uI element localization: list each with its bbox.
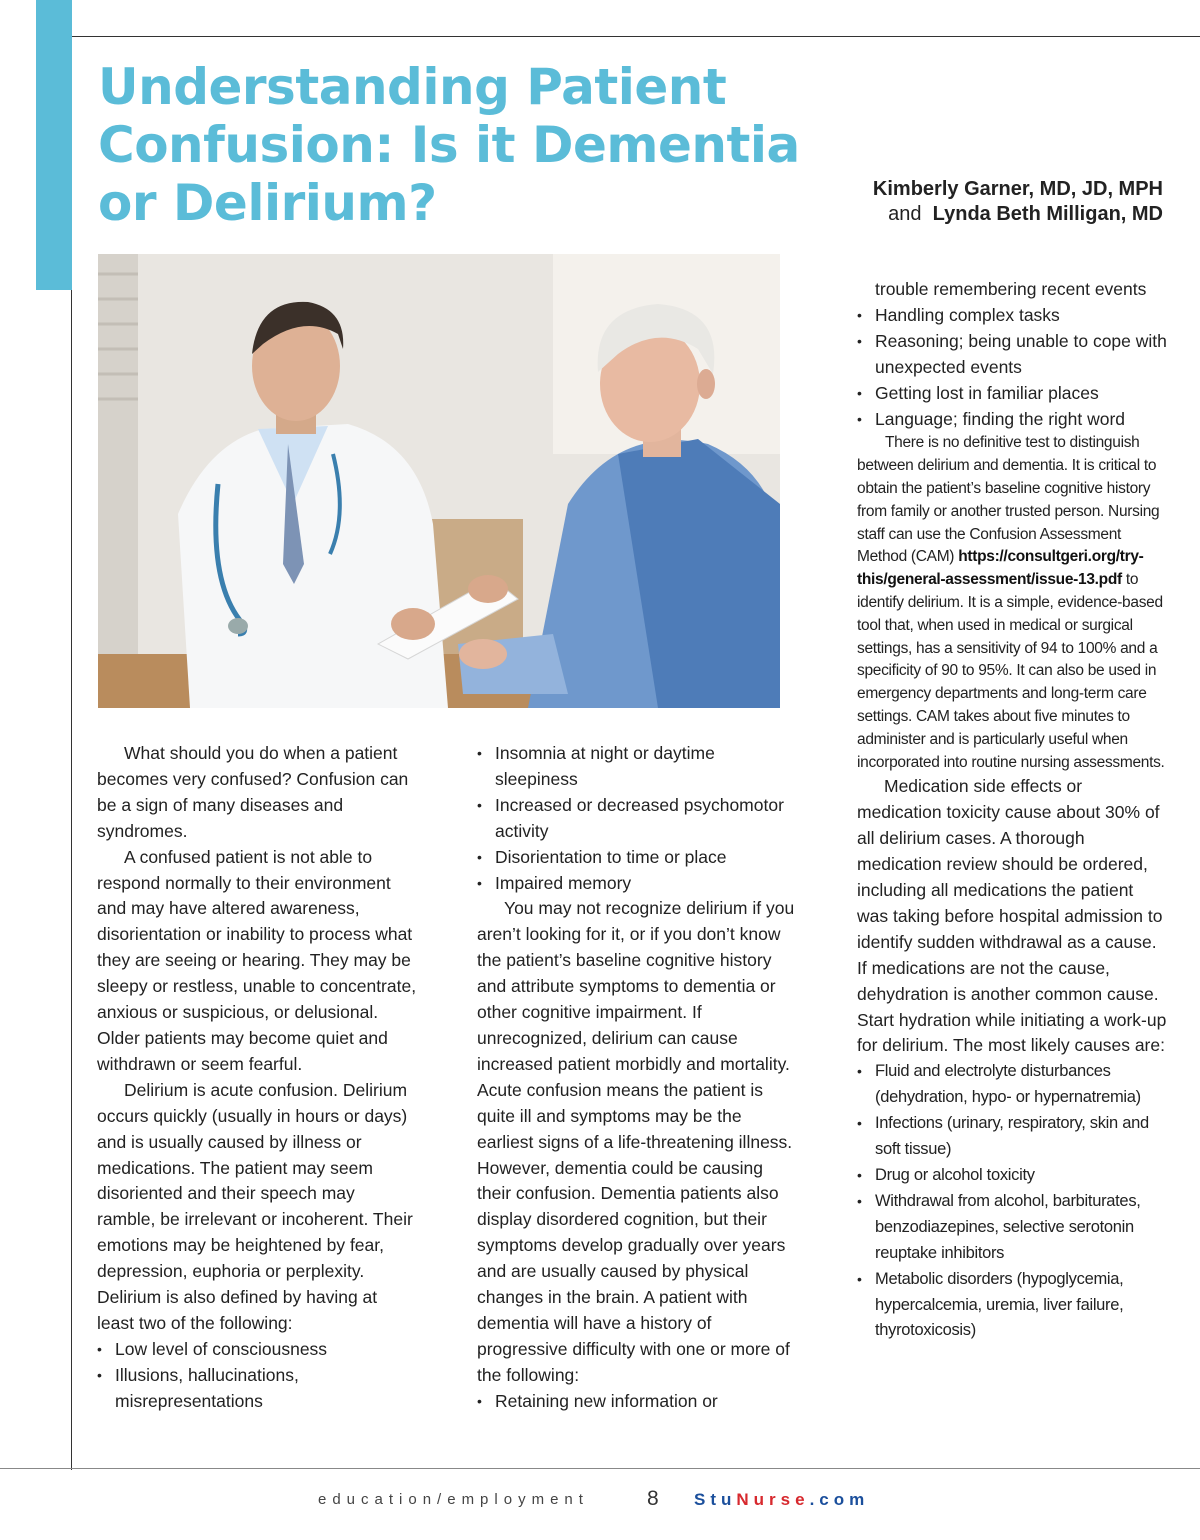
col3-paragraph-1 <box>857 432 1169 774</box>
col3-paragraph-1-b: to identify delirium. It is a simple, evidence-based tool that, when used in medical or surgical settings, has a sensitivity of 94 to 100% and a specificity of 90 to 95%. It can also be used in emergency departments and long-term care settings. CAM takes about five minutes to administer and is particularly useful when incorporated into routine nursing assessments. <box>857 571 1165 771</box>
brand-stu: Stu <box>694 1490 737 1509</box>
col2-bullet-list <box>477 741 797 896</box>
brand-com: .com <box>809 1490 870 1509</box>
doctor-patient-photo <box>98 254 780 708</box>
list-item: • Insomnia at night or daytime sleepiness <box>477 741 797 793</box>
list-item: • Metabolic disorders (hypoglycemia, hypercalcemia, uremia, liver failure, thyrotoxicosis) <box>857 1267 1169 1345</box>
cam-link[interactable]: https://consultgeri.org/try-this/general-assessment/issue-13.pdf <box>857 548 1144 589</box>
page-footer <box>0 1487 1200 1517</box>
brand-logo <box>694 1490 869 1510</box>
brand-nurse: Nurse <box>736 1490 810 1509</box>
author-join: and <box>888 203 922 225</box>
col3-paragraph-1-a: There is no definitive test to distinguish between delirium and dementia. It is critical to obtain the patient’s baseline cognitive history from family or another trusted person. Nursing staff can use the Confusion Assessment Method (CAM) <box>857 434 1160 566</box>
list-item: • Low level of consciousness <box>97 1337 417 1363</box>
list-item: • Increased or decreased psychomotor activity <box>477 793 797 845</box>
list-item: • Language; finding the right word <box>857 407 1169 433</box>
col3-paragraph-2: Medication side effects or medication toxicity cause about 30% of all delirium cases. A thorough medication review should be ordered, including all medications the patient was taking before hospital admission to identify sudden withdrawal as a cause. If medications are not the cause, dehydration is another common cause. Start hydration while initiating a work-up for delirium. The most likely causes are: <box>857 776 1167 1056</box>
col1-paragraph-2: A confused patient is not able to respond normally to their environment and may have altered awareness, disorientation or inability to process what they are seeing or hearing. They may be sleepy or restless, unable to concentrate, anxious or suspicious, or delusional. Older patients may become quiet and withdrawn or seem fearful. <box>97 846 417 1074</box>
list-item: • Impaired memory <box>477 871 797 897</box>
col1-bullet-list <box>97 1337 417 1415</box>
footer-section-label: education/employment <box>318 1491 589 1508</box>
footer-divider <box>0 1468 1200 1469</box>
list-item: • Infections (urinary, respiratory, skin and soft tissue) <box>857 1111 1169 1163</box>
list-item: • Drug or alcohol toxicity <box>857 1163 1169 1189</box>
list-item: • Fluid and electrolyte disturbances (dehydration, hypo- or hypernatremia) <box>857 1059 1169 1111</box>
list-item: • Getting lost in familiar places <box>857 381 1169 407</box>
list-item: • Reasoning; being unable to cope with unexpected events <box>857 329 1169 381</box>
column-2 <box>477 741 797 1415</box>
col3-bullet-list <box>857 303 1169 433</box>
column-1 <box>97 741 417 1415</box>
top-divider <box>72 36 1200 37</box>
photo-illustration <box>98 254 780 708</box>
list-item: • Illusions, hallucinations, misrepresentations <box>97 1363 417 1415</box>
author-1: Kimberly Garner, MD, JD, MPH <box>872 178 1163 200</box>
column-3 <box>857 277 1169 1344</box>
page-number: 8 <box>647 1487 659 1510</box>
article-byline <box>873 177 1163 227</box>
article-title: Understanding Patient Confusion: Is it Dementia or Delirium? <box>98 58 800 232</box>
col3-bullet-list-2 <box>857 1059 1169 1344</box>
list-item: • Disorientation to time or place <box>477 845 797 871</box>
col3-continuation: trouble remembering recent events <box>875 279 1147 299</box>
col2-paragraph-1: You may not recognize delirium if you aren’t looking for it, or if you don’t know the patient’s baseline cognitive history and attribute symptoms to dementia or other cognitive impairment. If unrecognized, delirium can cause increased patient morbidly and mortality. Acute confusion means the patient is quite ill and symptoms may be the earliest signs of a life-threatening illness. However, dementia could be causing their confusion. Dementia patients also display disordered cognition, but their symptoms develop gradually over years and are usually caused by physical changes in the brain. A patient with dementia will have a history of progressive difficulty with one or more of the following: <box>477 898 795 1385</box>
list-item: • Withdrawal from alcohol, barbiturates, benzodiazepines, selective serotonin reuptake inhibitors <box>857 1189 1169 1267</box>
left-divider <box>71 290 72 1470</box>
list-item: • Handling complex tasks <box>857 303 1169 329</box>
list-item: • Retaining new information or <box>477 1389 797 1415</box>
col1-paragraph-1: What should you do when a patient becomes very confused? Confusion can be a sign of many diseases and syndromes. <box>97 743 409 841</box>
author-2: Lynda Beth Milligan, MD <box>932 203 1163 225</box>
col2-bullet-list-2 <box>477 1389 797 1415</box>
col1-paragraph-3: Delirium is acute confusion. Delirium occurs quickly (usually in hours or days) and is usually caused by illness or medications. The patient may seem disoriented and their speech may ramble, be irrelevant or incoherent. Their emotions may be heightened by fear, depression, euphoria or perplexity. Delirium is also defined by having at least two of the following: <box>97 1079 413 1333</box>
accent-bar <box>36 0 72 290</box>
